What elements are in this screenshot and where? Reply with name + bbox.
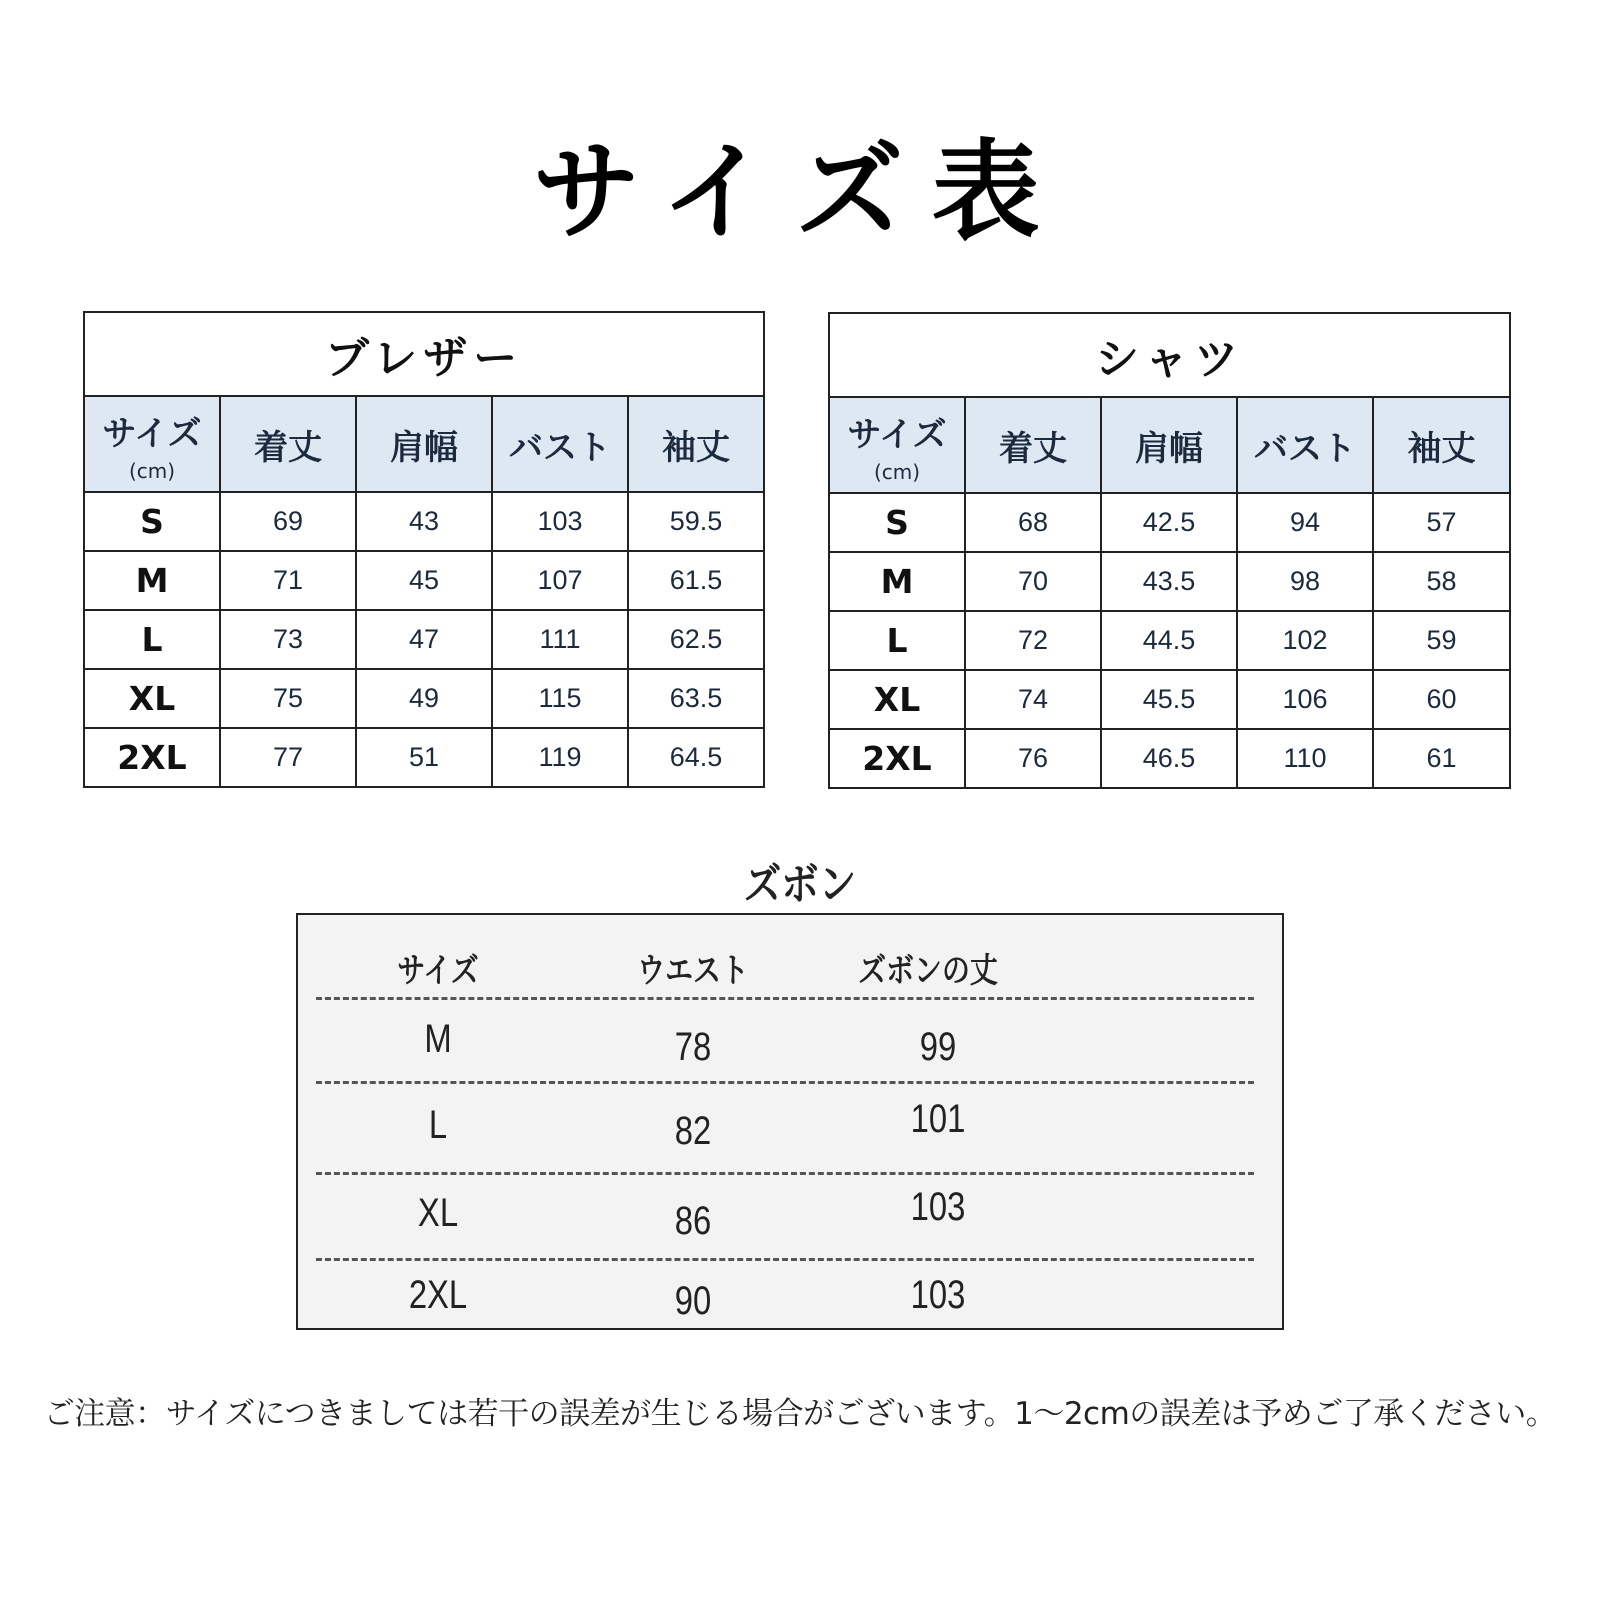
pants-header-row xyxy=(298,943,1282,1003)
sleeve-cell: 60 xyxy=(1373,670,1510,729)
length-cell: 76 xyxy=(965,729,1101,788)
shoulder-cell: 45 xyxy=(356,551,492,610)
table-row xyxy=(84,551,764,610)
waist-cell: 78 xyxy=(674,1025,712,1069)
header-bust: バスト xyxy=(1237,397,1373,493)
sleeve-cell: 59.5 xyxy=(628,492,764,551)
sleeve-cell: 63.5 xyxy=(628,669,764,728)
waist-cell: 90 xyxy=(674,1279,712,1323)
size-cell: XL xyxy=(829,670,965,729)
size-cell: S xyxy=(84,492,220,551)
length-cell: 103 xyxy=(910,1273,966,1317)
table-row xyxy=(829,552,1510,611)
size-cell: L xyxy=(829,611,965,670)
header-size xyxy=(829,397,965,493)
length-cell: 71 xyxy=(220,551,356,610)
size-cell: L xyxy=(428,1103,448,1147)
size-cell: M xyxy=(424,1017,452,1061)
table-row xyxy=(298,1273,1282,1333)
header-length: 着丈 xyxy=(965,397,1101,493)
blazer-header-row xyxy=(84,396,764,492)
shoulder-cell: 46.5 xyxy=(1101,729,1237,788)
bust-cell: 110 xyxy=(1237,729,1373,788)
length-cell: 77 xyxy=(220,728,356,787)
sleeve-cell: 58 xyxy=(1373,552,1510,611)
shoulder-cell: 43.5 xyxy=(1101,552,1237,611)
sleeve-cell: 59 xyxy=(1373,611,1510,670)
shoulder-cell: 47 xyxy=(356,610,492,669)
table-row xyxy=(84,669,764,728)
bust-cell: 106 xyxy=(1237,670,1373,729)
length-cell: 73 xyxy=(220,610,356,669)
sleeve-cell: 64.5 xyxy=(628,728,764,787)
size-cell: XL xyxy=(417,1191,459,1235)
length-cell: 75 xyxy=(220,669,356,728)
length-cell: 69 xyxy=(220,492,356,551)
row-divider xyxy=(316,1081,1254,1084)
size-cell: M xyxy=(829,552,965,611)
shirt-size-table xyxy=(828,312,1511,789)
sleeve-cell: 61.5 xyxy=(628,551,764,610)
header-size-label: サイズ xyxy=(847,414,947,455)
header-pants-length: ズボンの丈 xyxy=(858,951,998,991)
length-cell: 72 xyxy=(965,611,1101,670)
blazer-table-title: ブレザー xyxy=(84,312,764,396)
row-divider xyxy=(316,1172,1254,1175)
length-cell: 99 xyxy=(919,1025,957,1069)
bust-cell: 98 xyxy=(1237,552,1373,611)
waist-cell: 82 xyxy=(674,1109,712,1153)
table-row xyxy=(298,1185,1282,1251)
bust-cell: 103 xyxy=(492,492,628,551)
shoulder-cell: 44.5 xyxy=(1101,611,1237,670)
length-cell: 74 xyxy=(965,670,1101,729)
shoulder-cell: 43 xyxy=(356,492,492,551)
waist-cell: 86 xyxy=(674,1199,712,1243)
sleeve-cell: 57 xyxy=(1373,493,1510,552)
table-row xyxy=(84,492,764,551)
row-divider xyxy=(316,1258,1254,1261)
bust-cell: 102 xyxy=(1237,611,1373,670)
header-shoulder: 肩幅 xyxy=(1101,397,1237,493)
size-cell: L xyxy=(84,610,220,669)
size-cell: 2XL xyxy=(408,1273,468,1317)
bust-cell: 115 xyxy=(492,669,628,728)
bust-cell: 94 xyxy=(1237,493,1373,552)
sleeve-cell: 62.5 xyxy=(628,610,764,669)
header-size: サイズ xyxy=(397,951,479,991)
shoulder-cell: 45.5 xyxy=(1101,670,1237,729)
length-cell: 70 xyxy=(965,552,1101,611)
header-shoulder: 肩幅 xyxy=(356,396,492,492)
pants-size-table xyxy=(296,913,1284,1330)
size-cell: M xyxy=(84,551,220,610)
bust-cell: 107 xyxy=(492,551,628,610)
row-divider xyxy=(316,997,1254,1000)
header-sleeve: 袖丈 xyxy=(628,396,764,492)
table-row xyxy=(829,493,1510,552)
table-row xyxy=(829,611,1510,670)
header-length: 着丈 xyxy=(220,396,356,492)
page-title: サイズ表 xyxy=(532,130,1068,255)
shoulder-cell: 49 xyxy=(356,669,492,728)
shirt-table-title: シャツ xyxy=(829,313,1510,397)
length-cell: 68 xyxy=(965,493,1101,552)
table-row xyxy=(298,1017,1282,1077)
header-size-label: サイズ xyxy=(102,413,202,454)
size-cell: 2XL xyxy=(84,728,220,787)
table-row xyxy=(829,729,1510,788)
header-size xyxy=(84,396,220,492)
size-cell: S xyxy=(829,493,965,552)
blazer-size-table xyxy=(83,311,765,788)
table-row xyxy=(298,1097,1282,1163)
header-bust: バスト xyxy=(492,396,628,492)
length-cell: 103 xyxy=(910,1185,966,1229)
size-notice: ご注意：サイズにつきましては若干の誤差が生じる場合がございます。1〜2cmの誤差は予めご了承ください。 xyxy=(43,1396,1557,1432)
header-waist: ウエスト xyxy=(637,951,749,991)
sleeve-cell: 61 xyxy=(1373,729,1510,788)
length-cell: 101 xyxy=(910,1097,966,1141)
table-row xyxy=(829,670,1510,729)
table-row xyxy=(84,610,764,669)
bust-cell: 111 xyxy=(492,610,628,669)
shoulder-cell: 42.5 xyxy=(1101,493,1237,552)
size-cell: 2XL xyxy=(829,729,965,788)
header-sleeve: 袖丈 xyxy=(1373,397,1510,493)
shirt-header-row xyxy=(829,397,1510,493)
shoulder-cell: 51 xyxy=(356,728,492,787)
header-unit-label: (cm) xyxy=(128,458,176,483)
pants-table-title: ズボン xyxy=(743,859,857,910)
bust-cell: 119 xyxy=(492,728,628,787)
size-cell: XL xyxy=(84,669,220,728)
table-row xyxy=(84,728,764,787)
header-unit-label: (cm) xyxy=(873,459,921,484)
